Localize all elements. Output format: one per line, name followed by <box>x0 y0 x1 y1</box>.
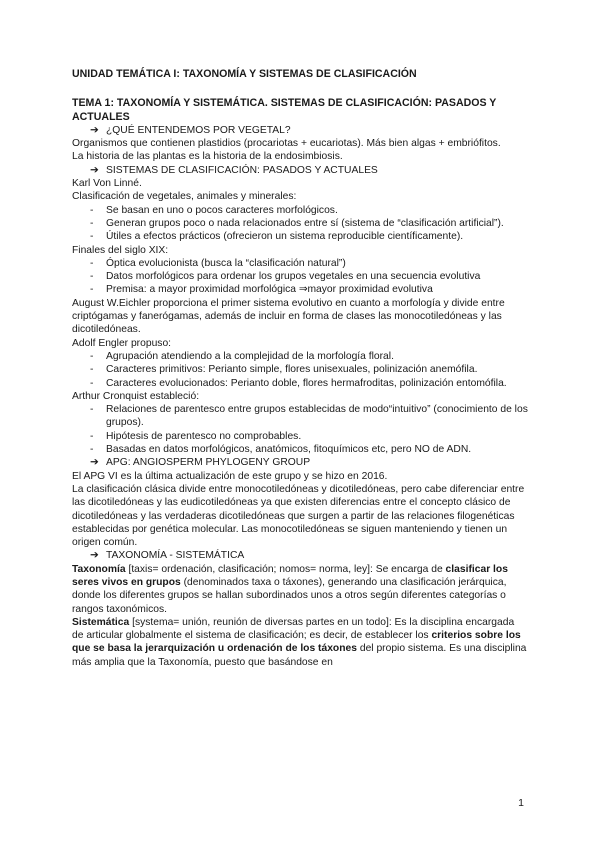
list-item: - Hipótesis de parentesco no comprobables. <box>72 430 528 443</box>
section-heading-apg <box>72 456 528 469</box>
taxonomia-definition <box>72 563 528 616</box>
paragraph: Clasificación de vegetales, animales y minerales: <box>72 191 297 203</box>
list-item: - Datos morfológicos para ordenar los grupos vegetales en una secuencia evolutiva <box>72 270 528 283</box>
list-item: - Agrupación atendiendo a la complejidad de la morfología floral. <box>72 350 528 363</box>
cronquist-list <box>72 403 528 456</box>
section-heading-sistemas <box>72 164 528 177</box>
tema-title: TEMA 1: TAXONOMÍA Y SISTEMÁTICA. SISTEMAS DE CLASIFICACIÓN: PASADOS Y ACTUALES <box>72 97 497 123</box>
linne-list <box>72 204 528 244</box>
list-item: - Premisa: a mayor proximidad morfológica ⇒mayor proximidad evolutiva <box>72 283 528 296</box>
heading-text: TAXONOMÍA - SISTEMÁTICA <box>106 550 245 562</box>
paragraph: Finales del siglo XIX: <box>72 244 169 256</box>
engler-list <box>72 350 528 390</box>
emphasis: clasificar los seres vivos en grupos <box>72 563 508 588</box>
text: del propio sistema. Es una disciplina más amplia que la Taxonomía, puesto que basándose en <box>72 643 527 668</box>
list-item: - Basadas en datos morfológicos, anatómicos, fitoquímicos etc, pero NO de ADN. <box>72 443 528 456</box>
paragraph: August W.Eichler proporciona el primer sistema evolutivo en cuanto a morfología y divide entre criptógamas y fanerógamas, además de incluir en forma de clases las monocotiledóneas y las dicotiledóneas. <box>72 297 505 336</box>
section-heading-taxonomia <box>72 549 528 562</box>
term: Taxonomía <box>72 563 126 575</box>
paragraph: La clasificación clásica divide entre monocotiledóneas y dicotiledóneas, pero cabe diferenciar entre las dicotiledóneas y las eudicotiledóneas ya que existen diferencias entre el concepto clásico de dicotiledóneas y las verdaderas dicotiledóneas que surgen a partir de las relaciones filogenéticas establecidas por genética molecular. Las monocotiledóneas se siguen manteniendo y tienen un origen común. <box>72 483 525 549</box>
text: [taxis= ordenación, clasificación; nomos= norma, ley]: Se encarga de <box>125 563 446 575</box>
emphasis: criterios sobre los que se basa la jerarquización u ordenación de los táxones <box>72 630 521 655</box>
list-item: - Se basan en uno o pocos caracteres morfológicos. <box>72 204 528 217</box>
text: (denominados taxa o táxones), generando una clasificación jerárquica, donde los diferentes grupos se hallan subordinados unos a otros según diferentes categorías o rangos taxonómicos. <box>72 576 507 615</box>
arrow-icon: ➔ <box>90 550 99 562</box>
page-number: 1 <box>518 797 524 809</box>
text: [systema= unión, reunión de diversas partes en un todo]: Es la disciplina encargada de articular globalmente el sistema de clasificación; es decir, de establecer los <box>72 616 515 642</box>
list-item: - Generan grupos poco o nada relacionados entre sí (sistema de “clasificación artificial”). <box>72 217 528 230</box>
xix-list <box>72 257 528 297</box>
author-line: Karl Von Linné. <box>72 178 142 190</box>
arrow-icon: ➔ <box>90 457 99 469</box>
heading-text: ¿QUÉ ENTENDEMOS POR VEGETAL? <box>106 124 291 136</box>
paragraph: Arthur Cronquist estableció: <box>72 390 200 402</box>
section-heading-vegetal <box>72 124 528 137</box>
paragraph: Organismos que contienen plastidios (procariotas + eucariotas). Más bien algas + embriófitos. <box>72 138 501 150</box>
list-item: - Caracteres evolucionados: Perianto doble, flores hermafroditas, polinización entomófila. <box>72 377 528 390</box>
arrow-icon: ➔ <box>90 164 99 176</box>
heading-text: APG: ANGIOSPERM PHYLOGENY GROUP <box>106 457 311 469</box>
heading-text: SISTEMAS DE CLASIFICACIÓN: PASADOS Y ACTUALES <box>106 164 378 176</box>
document-body <box>72 62 528 669</box>
paragraph: El APG VI es la última actualización de este grupo y se hizo en 2016. <box>72 470 388 482</box>
term: Sistemática <box>72 616 130 628</box>
list-item: - Útiles a efectos prácticos (ofrecieron un sistema reproducible científicamente). <box>72 230 528 243</box>
list-item: - Relaciones de parentesco entre grupos establecidas de modo“intuitivo” (conocimiento de los grupos). <box>72 403 528 430</box>
arrow-icon: ➔ <box>90 124 99 136</box>
paragraph: La historia de las plantas es la historia de la endosimbiosis. <box>72 151 343 163</box>
paragraph: Adolf Engler propuso: <box>72 337 172 349</box>
unit-title: UNIDAD TEMÁTICA I: TAXONOMÍA Y SISTEMAS DE CLASIFICACIÓN <box>72 68 417 80</box>
sistematica-definition <box>72 616 528 669</box>
list-item: - Óptica evolucionista (busca la “clasificación natural”) <box>72 257 528 270</box>
list-item: - Caracteres primitivos: Perianto simple, flores unisexuales, polinización anemófila. <box>72 363 528 376</box>
